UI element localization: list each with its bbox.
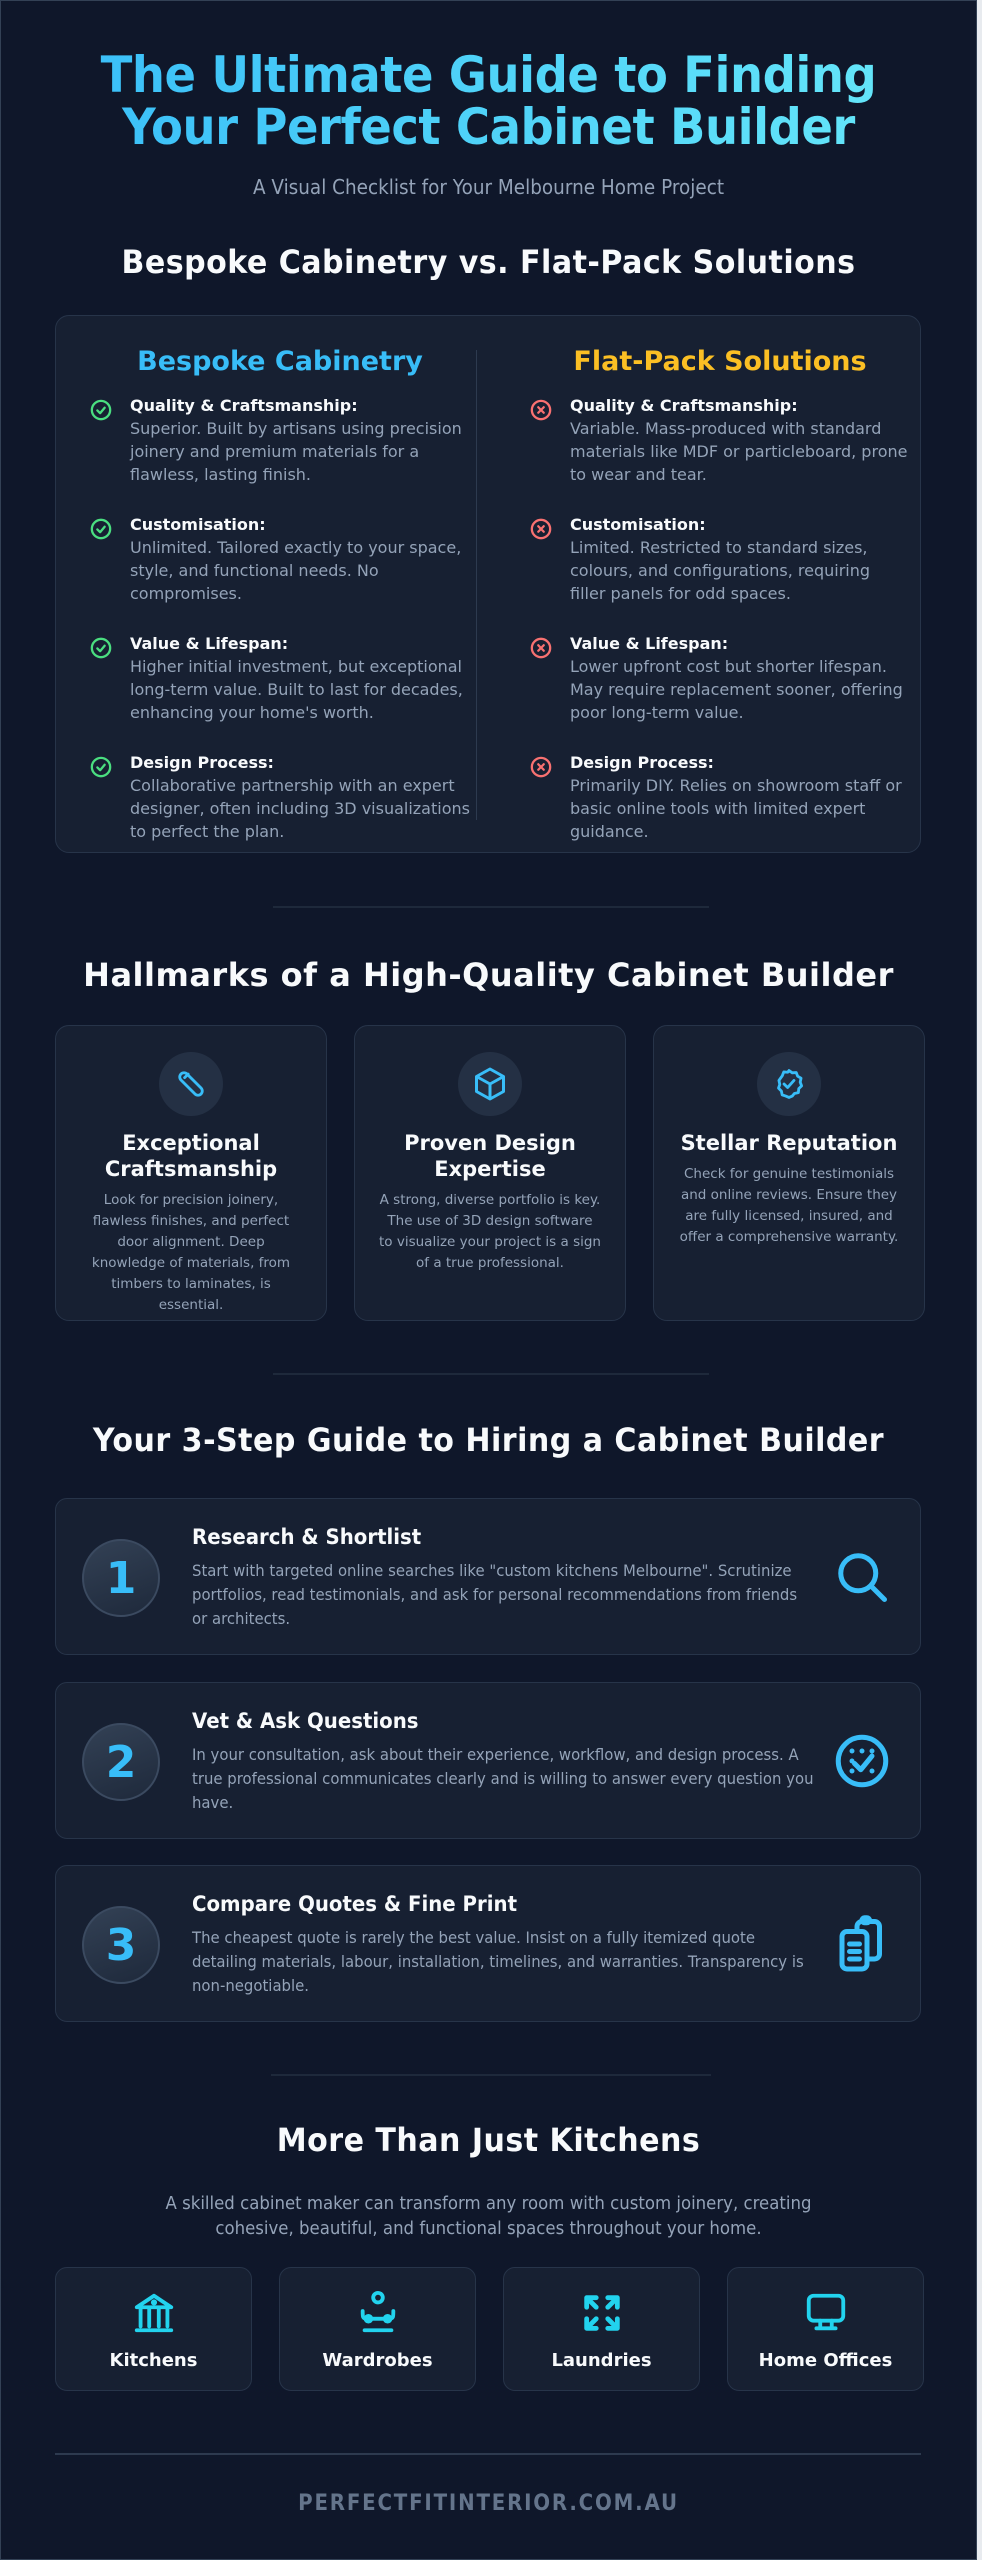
item-body: Superior. Built by artisans using precision joinery and premium materials for a flawless, lasting finish. <box>130 419 462 484</box>
flatpack-title: Flat-Pack Solutions <box>573 346 867 377</box>
step-body: The cheapest quote is rarely the best value. Insist on a fully itemized quote detailing materials, labour, installation, timelines, and warranties. Transparency is non-negotiable. <box>192 1928 804 1995</box>
item-body: Unlimited. Tailored exactly to your space, style, and functional needs. No compromises. <box>130 538 462 603</box>
page-title <box>35 46 942 156</box>
flatpack-item <box>530 752 910 843</box>
check-circle-icon <box>90 633 130 724</box>
room-label: Kitchens <box>109 2350 198 2371</box>
item-heading: Design Process: <box>130 753 274 772</box>
check-circle-icon <box>90 514 130 605</box>
flatpack-item <box>530 514 910 605</box>
comparison-title: Bespoke Cabinetry vs. Flat-Pack Solutions <box>121 243 856 281</box>
x-circle-icon <box>530 752 570 843</box>
room-card-wardrobes <box>279 2267 476 2391</box>
section-divider <box>273 1373 709 1375</box>
item-body: Collaborative partnership with an expert designer, often including 3D visualizations to perfect the plan. <box>130 776 470 841</box>
item-heading: Value & Lifespan: <box>130 634 289 653</box>
hallmark-body: Look for precision joinery, flawless finishes, and perfect door alignment. Deep knowledge of materials, from timbers to laminates, is essential. <box>91 1192 291 1313</box>
x-circle-icon <box>530 395 570 486</box>
hallmark-card <box>653 1025 925 1321</box>
step-title: Compare Quotes & Fine Print <box>192 1892 518 1916</box>
section-divider <box>271 2074 711 2076</box>
room-card-kitchens <box>55 2267 252 2391</box>
step-body: In your consultation, ask about their experience, workflow, and design process. A true professional communicates clearly and is willing to answer every question you have. <box>192 1745 814 1812</box>
item-body: Primarily DIY. Relies on showroom staff or basic online tools with limited expert guidance. <box>570 776 902 841</box>
room-card-home-offices <box>727 2267 924 2391</box>
room-label: Home Offices <box>758 2350 893 2371</box>
title-line-2: Your Perfect Cabinet Builder <box>122 98 855 156</box>
search-icon <box>832 1547 892 1607</box>
title-line-1: The Ultimate Guide to Finding <box>100 46 877 104</box>
column-divider <box>476 350 477 820</box>
rooms-title: More Than Just Kitchens <box>276 2121 701 2159</box>
item-heading: Quality & Craftsmanship: <box>570 396 798 415</box>
bespoke-title: Bespoke Cabinetry <box>137 346 423 377</box>
bespoke-column <box>90 346 470 871</box>
item-heading: Customisation: <box>570 515 706 534</box>
flatpack-item <box>530 395 910 486</box>
item-heading: Value & Lifespan: <box>570 634 729 653</box>
room-card-laundries <box>503 2267 700 2391</box>
step-body: Start with targeted online searches like "custom kitchens Melbourne". Scrutinize portfolios, read testimonials, and ask for personal recommendations from friends or architects. <box>192 1561 798 1628</box>
bespoke-item <box>90 514 470 605</box>
hallmarks-title: Hallmarks of a High-Quality Cabinet Builder <box>83 956 894 994</box>
item-body: Variable. Mass-produced with standard materials like MDF or particleboard, prone to wear and tear. <box>570 419 908 484</box>
flatpack-item <box>530 633 910 724</box>
step-number: 3 <box>82 1906 160 1984</box>
step-title: Research & Shortlist <box>192 1525 422 1549</box>
item-body: Lower upfront cost but shorter lifespan. May require replacement sooner, offering poor long-term value. <box>570 657 903 722</box>
step-card <box>55 1682 921 1839</box>
item-heading: Quality & Craftsmanship: <box>130 396 358 415</box>
monitor-icon <box>803 2290 849 2336</box>
check-circle-icon <box>90 752 130 843</box>
hallmark-body: Check for genuine testimonials and online reviews. Ensure they are fully licensed, insured, and offer a comprehensive warranty. <box>679 1166 899 1245</box>
expand-arrows-icon <box>579 2290 625 2336</box>
person-vehicle-icon <box>355 2290 401 2336</box>
footer-divider <box>55 2453 921 2455</box>
step-card <box>55 1498 921 1655</box>
room-label: Wardrobes <box>322 2350 433 2371</box>
flatpack-column <box>530 346 910 871</box>
hallmark-body: A strong, diverse portfolio is key. The use of 3D design software to visualize your project is a sign of a true professional. <box>379 1192 601 1271</box>
hallmark-title: Stellar Reputation <box>680 1131 898 1155</box>
bespoke-item <box>90 395 470 486</box>
hallmark-title: Proven Design Expertise <box>404 1131 576 1181</box>
cube-icon <box>458 1052 522 1116</box>
step-number: 1 <box>82 1539 160 1617</box>
item-heading: Design Process: <box>570 753 714 772</box>
hallmark-card <box>354 1025 626 1321</box>
bespoke-item <box>90 633 470 724</box>
rooms-subtitle: A skilled cabinet maker can transform any room with custom joinery, creating cohesive, beautiful, and functional spaces throughout your home. <box>165 2193 812 2239</box>
checklist-circle-icon <box>832 1731 892 1791</box>
item-body: Higher initial investment, but exceptional long-term value. Built to last for decades, enhancing your home's worth. <box>130 657 463 722</box>
steps-title: Your 3-Step Guide to Hiring a Cabinet Builder <box>92 1421 885 1459</box>
bandage-tool-icon <box>159 1052 223 1116</box>
clipboard-icon <box>832 1914 892 1974</box>
x-circle-icon <box>530 633 570 724</box>
page-subtitle: A Visual Checklist for Your Melbourne Home Project <box>252 175 725 199</box>
room-label: Laundries <box>551 2350 652 2371</box>
badge-check-icon <box>757 1052 821 1116</box>
step-title: Vet & Ask Questions <box>192 1709 419 1733</box>
x-circle-icon <box>530 514 570 605</box>
building-columns-icon <box>131 2290 177 2336</box>
item-body: Limited. Restricted to standard sizes, colours, and configurations, requiring filler panels for odd spaces. <box>570 538 871 603</box>
section-divider <box>273 906 709 908</box>
hallmark-card <box>55 1025 327 1321</box>
item-heading: Customisation: <box>130 515 266 534</box>
header <box>1 1 976 199</box>
step-card <box>55 1865 921 2022</box>
check-circle-icon <box>90 395 130 486</box>
step-number: 2 <box>82 1723 160 1801</box>
comparison-card <box>55 315 921 853</box>
footer-website: PERFECTFITINTERIOR.COM.AU <box>298 2491 679 2516</box>
bespoke-item <box>90 752 470 843</box>
hallmark-title: Exceptional Craftsmanship <box>104 1131 278 1181</box>
